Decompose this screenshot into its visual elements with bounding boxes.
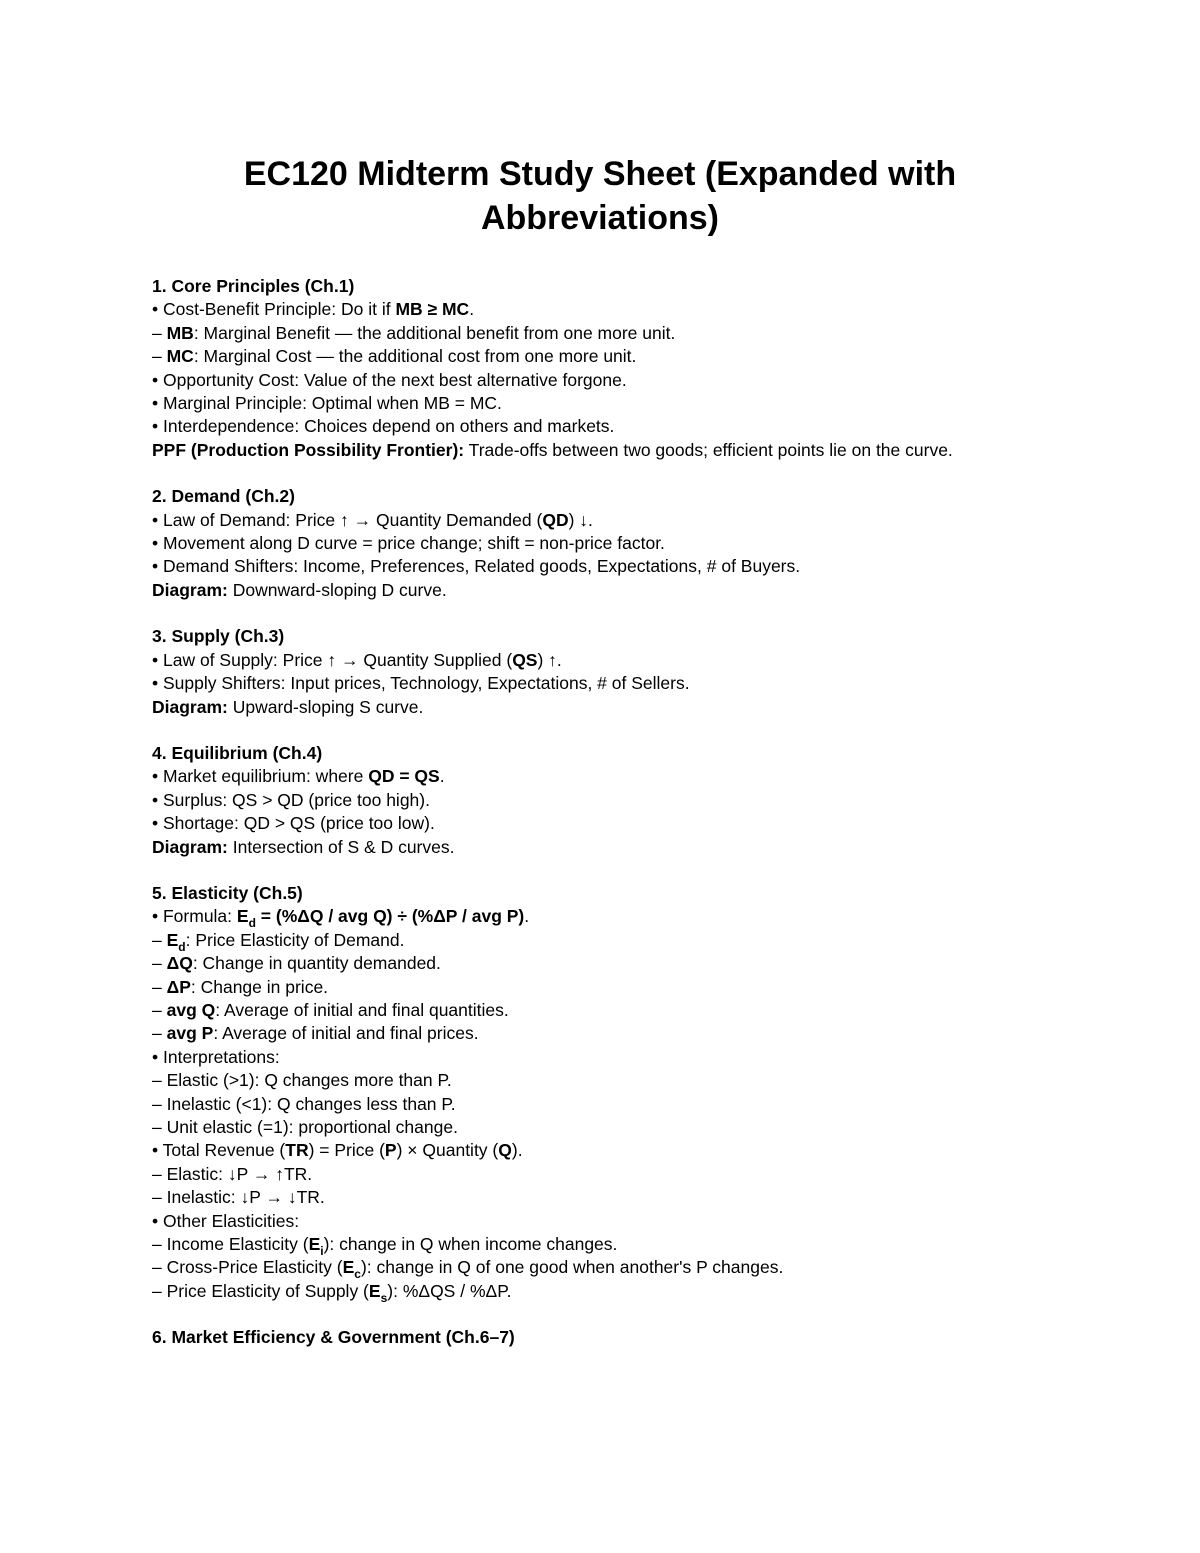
text-run: – Elastic (>1): Q changes more than P.: [152, 1070, 452, 1091]
text-run: –: [152, 929, 167, 950]
text-run: avg P: [166, 1023, 214, 1044]
text-run: • Marginal Principle: Optimal when MB = MC.: [152, 393, 502, 414]
text-run: QD = QS: [368, 766, 440, 787]
text-line: [152, 905, 1012, 931]
text-run: –: [152, 953, 167, 974]
text-run: Upward-sloping S curve.: [227, 696, 424, 717]
text-run: : Change in quantity demanded.: [192, 953, 441, 974]
text-run: • Surplus: QS > QD (price too high).: [152, 789, 430, 810]
text-run: • Shortage: QD > QS (price too low).: [152, 813, 435, 834]
text-run: E: [342, 1257, 355, 1278]
text-run: TR: [285, 1140, 309, 1161]
text-line: [152, 509, 1012, 532]
text-run: Diagram:: [152, 696, 228, 717]
text-line: [152, 1139, 1012, 1162]
text-run: ) = Price (: [308, 1140, 385, 1161]
text-run: • Movement along D curve = price change; shift = non-price factor.: [152, 533, 665, 554]
section-heading: 3. Supply (Ch.3): [152, 626, 285, 647]
text-run: MC: [166, 346, 194, 367]
section-4: [152, 742, 1012, 859]
text-run: : Average of initial and final quantities.: [215, 999, 509, 1020]
text-run: – Inelastic (<1): Q changes less than P.: [152, 1093, 456, 1114]
text-line: [152, 1163, 1012, 1186]
section-5: [152, 882, 1012, 1303]
text-run: d: [178, 939, 186, 954]
text-line: [152, 696, 1012, 719]
text-run: ): change in Q of one good when another's P changes.: [360, 1257, 784, 1278]
text-run: – Income Elasticity (: [152, 1234, 309, 1255]
text-run: E: [308, 1234, 321, 1255]
text-run: QS: [512, 649, 538, 670]
section-heading: 5. Elasticity (Ch.5): [152, 882, 303, 903]
section-heading: 4. Equilibrium (Ch.4): [152, 742, 323, 763]
text-run: ): change in Q when income changes.: [323, 1234, 618, 1255]
text-run: E: [368, 1280, 381, 1301]
text-line: [152, 1093, 1012, 1116]
text-run: ) ↓.: [568, 509, 593, 530]
text-line: [152, 929, 1012, 952]
text-line: [152, 1046, 1012, 1069]
section-1: [152, 275, 1012, 462]
text-line: [152, 672, 1012, 695]
text-run: PPF (Production Possibility Frontier):: [152, 439, 465, 460]
text-run: • Total Revenue (: [152, 1140, 286, 1161]
text-line: [152, 298, 1012, 321]
text-run: Diagram:: [152, 579, 228, 600]
text-line: [152, 579, 1012, 602]
text-run: QD: [542, 509, 569, 530]
text-line: [152, 1233, 1012, 1259]
text-run: Intersection of S & D curves.: [227, 836, 455, 857]
text-run: : Change in price.: [190, 976, 329, 997]
text-run: ) ↑.: [537, 649, 562, 670]
text-run: ΔP: [166, 976, 191, 997]
text-run: – Unit elastic (=1): proportional change.: [152, 1117, 458, 1137]
section-heading: 2. Demand (Ch.2): [152, 486, 295, 507]
text-line: [152, 369, 1012, 392]
text-run: Q: [498, 1140, 512, 1161]
text-line: [152, 812, 1012, 835]
text-run: : Marginal Cost — the additional cost from one more unit.: [193, 346, 637, 367]
section-2: [152, 485, 1012, 602]
page-title: EC120 Midterm Study Sheet (Expanded with Abbreviations): [243, 155, 957, 237]
text-run: : Average of initial and final prices.: [213, 1023, 479, 1044]
text-run: –: [152, 999, 167, 1020]
text-line: [152, 392, 1012, 415]
text-run: ).: [511, 1140, 523, 1161]
text-line: [152, 649, 1012, 672]
text-run: • Demand Shifters: Income, Preferences, Related goods, Expectations, # of Buyers.: [152, 556, 801, 577]
text-run: i: [320, 1244, 324, 1259]
text-line: [152, 976, 1012, 999]
document-body: [152, 275, 1012, 1373]
text-run: • Market equilibrium: where: [152, 766, 369, 787]
text-run: • Opportunity Cost: Value of the next best alternative forgone.: [152, 369, 627, 390]
text-run: ΔQ: [166, 953, 193, 974]
text-run: • Formula:: [152, 906, 237, 927]
text-run: –: [152, 976, 167, 997]
text-run: MB ≥ MC: [395, 299, 470, 320]
text-run: • Cost-Benefit Principle: Do it if: [152, 299, 396, 320]
text-run: MB: [166, 322, 194, 343]
text-line: [152, 952, 1012, 975]
text-line: [152, 555, 1012, 578]
text-run: .: [439, 766, 445, 787]
text-line: [152, 415, 1012, 438]
text-run: • Law of Supply: Price ↑ → Quantity Supplied (: [152, 649, 513, 670]
text-run: .: [469, 299, 475, 320]
text-run: –: [152, 322, 167, 343]
text-run: Downward-sloping D curve.: [227, 579, 447, 600]
text-run: c: [354, 1267, 361, 1282]
text-run: ) × Quantity (: [396, 1140, 499, 1161]
text-run: E: [166, 929, 179, 950]
section-heading: 6. Market Efficiency & Government (Ch.6–7): [152, 1327, 515, 1348]
text-line: [152, 1280, 1012, 1303]
text-line: [152, 1210, 1012, 1233]
text-run: • Interpretations:: [152, 1046, 280, 1067]
text-run: = (%ΔQ / avg Q) ÷ (%ΔP / avg P): [255, 906, 525, 927]
text-line: [152, 1022, 1012, 1045]
text-line: [152, 1256, 1012, 1282]
text-line: [152, 789, 1012, 812]
text-run: • Interdependence: Choices depend on others and markets.: [152, 416, 615, 437]
text-run: • Other Elasticities:: [152, 1210, 300, 1231]
text-run: – Price Elasticity of Supply (: [152, 1280, 369, 1301]
text-line: [152, 532, 1012, 555]
text-run: d: [248, 916, 256, 931]
text-run: • Law of Demand: Price ↑ → Quantity Demanded (: [152, 509, 543, 530]
text-run: ): %ΔQS / %ΔP.: [387, 1280, 512, 1301]
text-line: [152, 999, 1012, 1022]
text-run: – Cross-Price Elasticity (: [152, 1257, 343, 1278]
text-run: : Marginal Benefit — the additional benefit from one more unit.: [193, 322, 676, 343]
text-line: [152, 322, 1012, 345]
text-run: .: [524, 906, 530, 927]
text-run: • Supply Shifters: Input prices, Technology, Expectations, # of Sellers.: [152, 673, 690, 694]
text-line: [152, 1116, 1012, 1139]
text-run: P: [384, 1140, 397, 1161]
text-run: Trade-offs between two goods; efficient points lie on the curve.: [464, 439, 953, 460]
text-line: [152, 1186, 1012, 1209]
text-line: [152, 1069, 1012, 1092]
text-run: s: [380, 1290, 388, 1305]
text-run: E: [236, 906, 249, 927]
text-run: –: [152, 1023, 167, 1044]
section-heading: 1. Core Principles (Ch.1): [152, 276, 355, 296]
section-3: [152, 625, 1012, 719]
text-line: [152, 439, 1012, 462]
text-line: [152, 345, 1012, 368]
text-run: – Elastic: ↓P → ↑TR.: [152, 1163, 313, 1184]
text-run: Diagram:: [152, 836, 228, 857]
text-run: avg Q: [166, 999, 216, 1020]
text-run: – Inelastic: ↓P → ↓TR.: [152, 1187, 325, 1208]
text-line: [152, 765, 1012, 788]
text-run: –: [152, 346, 167, 367]
section-6: [152, 1326, 1012, 1349]
text-run: : Price Elasticity of Demand.: [185, 929, 405, 950]
text-line: [152, 836, 1012, 859]
